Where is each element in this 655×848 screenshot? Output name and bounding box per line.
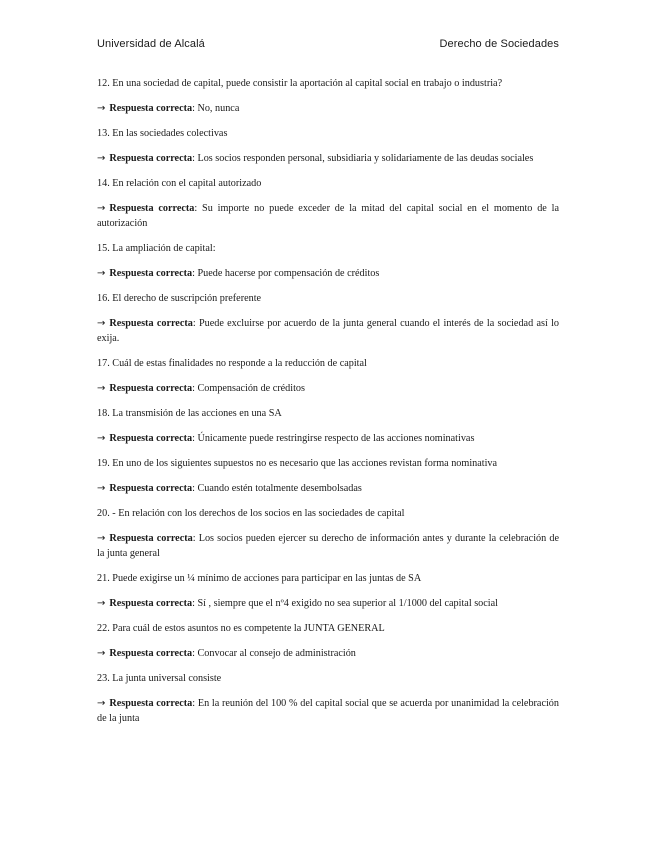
answer-label: Respuesta correcta bbox=[109, 383, 193, 394]
header-university: Universidad de Alcalá bbox=[97, 38, 205, 50]
question-17: 17. Cuál de estas finalidades no responde a la reducción de capital bbox=[97, 358, 367, 369]
arrow-right-icon: → bbox=[97, 268, 106, 279]
answer-label: Respuesta correcta bbox=[109, 698, 193, 709]
answer-text: : Puede hacerse por compensación de créditos bbox=[192, 268, 380, 279]
answer-text: : En la reunión del 100 % del capital social que se acuerda por unanimidad la celebración de la junta bbox=[97, 698, 559, 724]
answer-text: : Sí , siempre que el nº4 exigido no sea superior al 1/1000 del capital social bbox=[192, 598, 498, 609]
answer-19 bbox=[97, 481, 559, 496]
arrow-right-icon: → bbox=[97, 103, 106, 114]
answer-16 bbox=[97, 316, 559, 346]
arrow-right-icon: → bbox=[97, 698, 106, 709]
page-header bbox=[97, 38, 559, 50]
answer-13 bbox=[97, 151, 559, 166]
question-12: 12. En una sociedad de capital, puede consistir la aportación al capital social en trabajo o industria? bbox=[97, 78, 503, 89]
answer-label: Respuesta correcta bbox=[109, 483, 193, 494]
question-14: 14. En relación con el capital autorizado bbox=[97, 178, 262, 189]
answer-21 bbox=[97, 596, 559, 611]
arrow-right-icon: → bbox=[97, 483, 106, 494]
answer-14 bbox=[97, 201, 559, 231]
answer-text: : Puede excluirse por acuerdo de la junta general cuando el interés de la sociedad así lo exija. bbox=[97, 318, 559, 344]
answer-text: : Su importe no puede exceder de la mitad del capital social en el momento de la autorización bbox=[97, 203, 559, 229]
answer-text: : Cuando estén totalmente desembolsadas bbox=[192, 483, 362, 494]
arrow-right-icon: → bbox=[97, 648, 106, 659]
answer-text: : Los socios responden personal, subsidiaria y solidariamente de las deudas sociales bbox=[192, 153, 534, 164]
question-20: 20. - En relación con los derechos de los socios en las sociedades de capital bbox=[97, 508, 405, 519]
question-21: 21. Puede exigirse un ¼ mínimo de acciones para participar en las juntas de SA bbox=[97, 573, 422, 584]
answer-17 bbox=[97, 381, 559, 396]
answer-22 bbox=[97, 646, 559, 661]
answer-15 bbox=[97, 266, 559, 281]
answer-text: : Convocar al consejo de administración bbox=[192, 648, 356, 659]
answer-20 bbox=[97, 531, 559, 561]
answer-text: : Únicamente puede restringirse respecto de las acciones nominativas bbox=[192, 433, 475, 444]
question-18: 18. La transmisión de las acciones en una SA bbox=[97, 408, 282, 419]
question-22: 22. Para cuál de estos asuntos no es competente la JUNTA GENERAL bbox=[97, 623, 385, 634]
answer-label: Respuesta correcta bbox=[109, 153, 193, 164]
arrow-right-icon: → bbox=[97, 153, 106, 164]
question-23: 23. La junta universal consiste bbox=[97, 673, 222, 684]
header-subject: Derecho de Sociedades bbox=[439, 38, 559, 50]
answer-label: Respuesta correcta bbox=[109, 648, 193, 659]
answer-23 bbox=[97, 696, 559, 726]
answer-12 bbox=[97, 101, 559, 116]
question-16: 16. El derecho de suscripción preferente bbox=[97, 293, 262, 304]
arrow-right-icon: → bbox=[97, 203, 106, 214]
question-15: 15. La ampliación de capital: bbox=[97, 243, 216, 254]
question-19: 19. En uno de los siguientes supuestos no es necesario que las acciones revistan forma nominativa bbox=[97, 458, 498, 469]
question-13: 13. En las sociedades colectivas bbox=[97, 128, 228, 139]
arrow-right-icon: → bbox=[97, 318, 106, 329]
answer-text: : Compensación de créditos bbox=[192, 383, 305, 394]
answer-label: Respuesta correcta bbox=[109, 533, 193, 544]
answer-label: Respuesta correcta bbox=[109, 103, 193, 114]
answer-text: : No, nunca bbox=[192, 103, 240, 114]
arrow-right-icon: → bbox=[97, 533, 106, 544]
answer-label: Respuesta correcta bbox=[109, 598, 193, 609]
answer-label: Respuesta correcta bbox=[109, 318, 193, 329]
answer-18 bbox=[97, 431, 559, 446]
answer-label: Respuesta correcta bbox=[109, 203, 195, 214]
arrow-right-icon: → bbox=[97, 598, 106, 609]
arrow-right-icon: → bbox=[97, 433, 106, 444]
arrow-right-icon: → bbox=[97, 383, 106, 394]
answer-label: Respuesta correcta bbox=[109, 433, 193, 444]
answer-label: Respuesta correcta bbox=[109, 268, 193, 279]
document-body bbox=[97, 76, 559, 736]
answer-text: : Los socios pueden ejercer su derecho de información antes y durante la celebración de la junta general bbox=[97, 533, 559, 559]
